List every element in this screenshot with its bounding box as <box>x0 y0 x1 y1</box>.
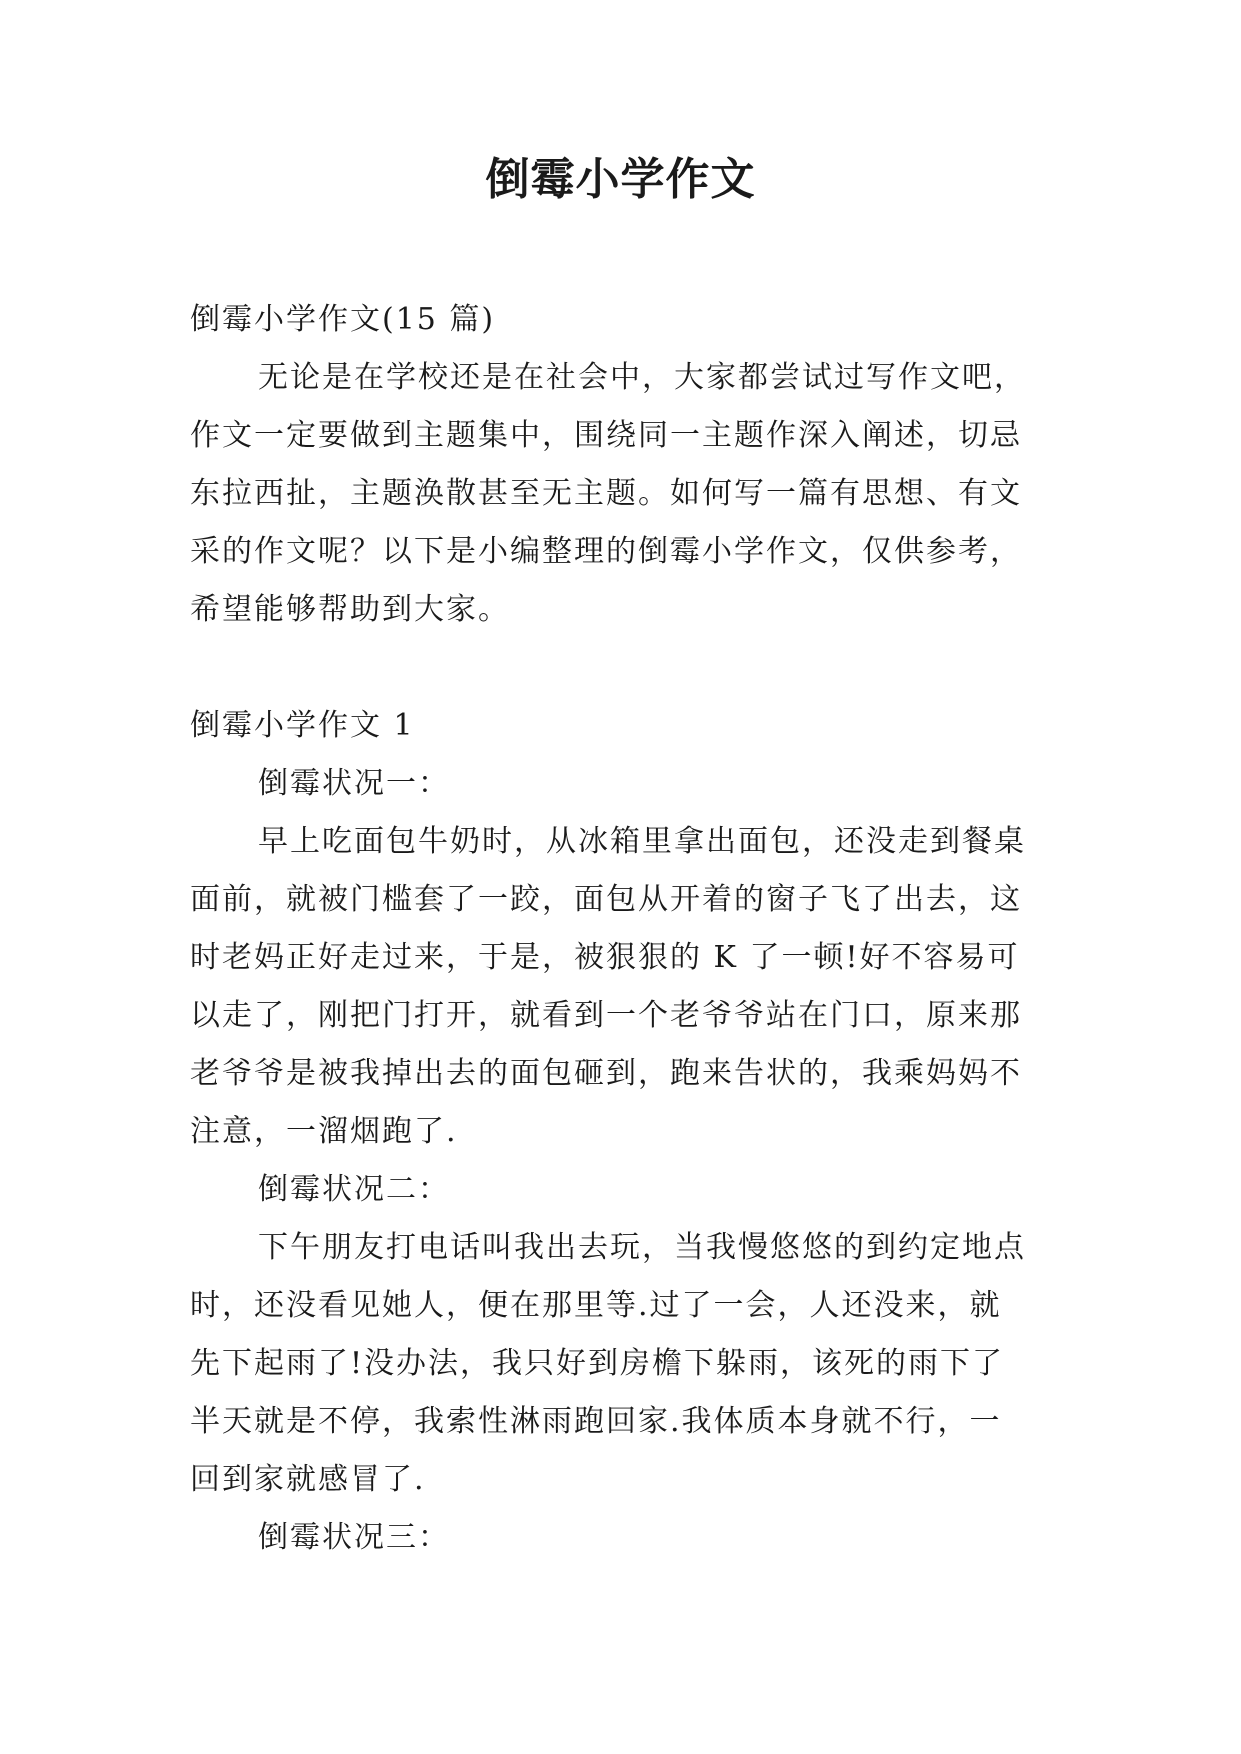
paragraph-gap <box>190 639 1060 697</box>
situation-line: 时老妈正好走过来，于是，被狠狠的 K 了一顿!好不容易可 <box>190 940 1020 975</box>
document-subtitle: 倒霉小学作文(15 篇) <box>190 302 496 337</box>
intro-line: 希望能够帮助到大家。 <box>190 592 510 627</box>
situation-line: 时，还没看见她人，便在那里等.过了一会，人还没来，就 <box>190 1288 1002 1323</box>
situation-line: 面前，就被门槛套了一跤，面包从开着的窗子飞了出去，这 <box>190 882 1022 917</box>
situation-heading: 倒霉状况三： <box>258 1520 450 1555</box>
intro-line: 东拉西扯，主题涣散甚至无主题。如何写一篇有思想、有文 <box>190 476 1022 511</box>
situation-line: 下午朋友打电话叫我出去玩，当我慢悠悠的到约定地点 <box>258 1230 1026 1265</box>
section-title: 倒霉小学作文 1 <box>190 708 415 743</box>
situation-line: 先下起雨了!没办法，我只好到房檐下躲雨，该死的雨下了 <box>190 1346 1005 1381</box>
document-title: 倒霉小学作文 <box>485 154 756 205</box>
intro-line: 采的作文呢？以下是小编整理的倒霉小学作文，仅供参考， <box>190 534 1022 569</box>
situation-line: 注意，一溜烟跑了. <box>190 1114 458 1149</box>
situation-line: 半天就是不停，我索性淋雨跑回家.我体质本身就不行，一 <box>190 1404 1002 1439</box>
situation-heading: 倒霉状况一： <box>258 766 450 801</box>
situation-line: 老爷爷是被我掉出去的面包砸到，跑来告状的，我乘妈妈不 <box>190 1056 1022 1091</box>
intro-line: 作文一定要做到主题集中，围绕同一主题作深入阐述，切忌 <box>190 418 1022 453</box>
situation-heading: 倒霉状况二： <box>258 1172 450 1207</box>
document-body <box>190 291 1060 1567</box>
intro-line: 无论是在学校还是在社会中，大家都尝试过写作文吧， <box>258 360 1026 395</box>
situation-line: 以走了，刚把门打开，就看到一个老爷爷站在门口，原来那 <box>190 998 1022 1033</box>
situation-line: 回到家就感冒了. <box>190 1462 426 1497</box>
situation-line: 早上吃面包牛奶时，从冰箱里拿出面包，还没走到餐桌 <box>258 824 1026 859</box>
